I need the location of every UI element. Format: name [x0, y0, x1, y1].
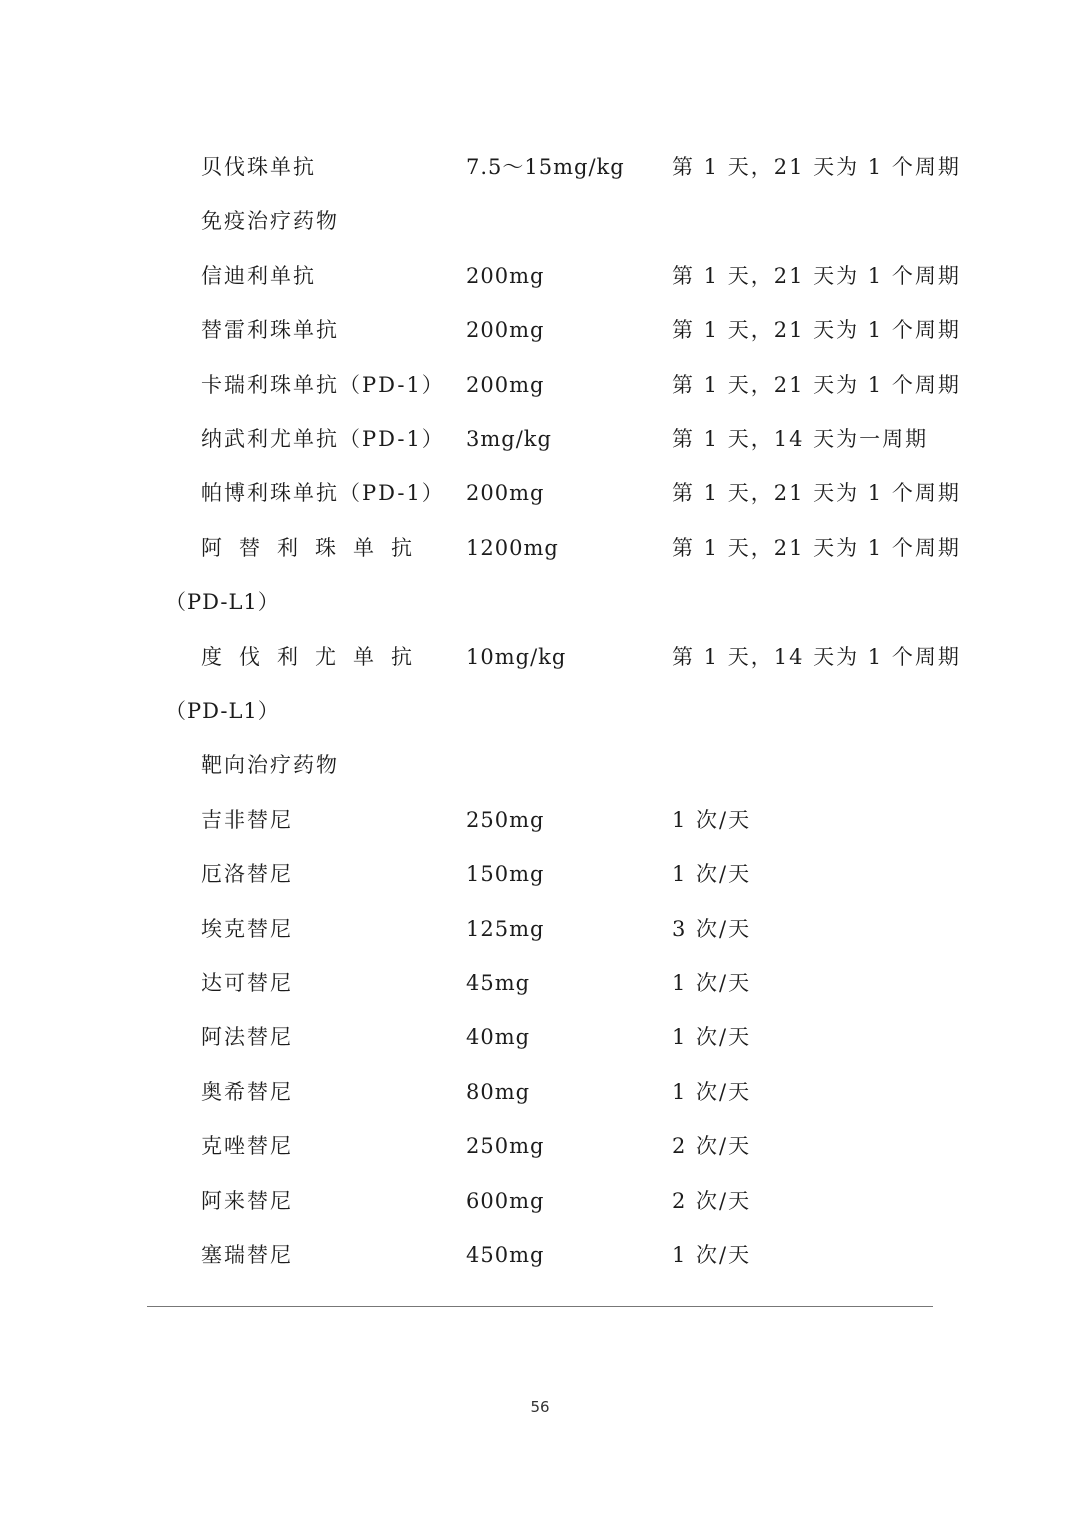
drug-dose: 250mg [466, 1134, 545, 1159]
drug-schedule: 1 次/天 [672, 807, 752, 832]
drug-row [0, 847, 1080, 901]
drug-name: 塞瑞替尼 [201, 1243, 293, 1267]
drug-row [0, 249, 1080, 303]
drug-name: 卡瑞利珠单抗（PD-1） [201, 372, 445, 397]
drug-name-continuation: （PD-L1） [165, 590, 280, 615]
drug-name: 吉非替尼 [201, 807, 293, 832]
drug-dose: 1200mg [466, 535, 559, 560]
drug-row [0, 1174, 1080, 1228]
drug-dose: 250mg [466, 807, 545, 832]
drug-name: 阿法替尼 [201, 1025, 293, 1050]
drug-schedule: 第 1 天，14 天为 1 个周期 [672, 644, 961, 669]
drug-schedule: 第 1 天，21 天为 1 个周期 [672, 372, 961, 397]
page-number: 56 [530, 1398, 550, 1416]
drug-dose: 150mg [466, 862, 545, 887]
drug-row [0, 630, 1080, 684]
drug-row [0, 303, 1080, 357]
drug-dose: 200mg [466, 372, 545, 397]
drug-dose: 450mg [466, 1243, 545, 1267]
drug-name: 替雷利珠单抗 [201, 318, 339, 343]
drug-row [0, 902, 1080, 956]
drug-schedule: 第 1 天，21 天为 1 个周期 [672, 155, 961, 179]
drug-dose: 600mg [466, 1188, 545, 1213]
drug-dose: 200mg [466, 263, 545, 288]
footer-divider [147, 1306, 933, 1307]
drug-name: 达可替尼 [201, 971, 293, 995]
category-heading: 靶向治疗药物 [201, 753, 339, 778]
drug-schedule: 3 次/天 [672, 916, 752, 941]
drug-row [0, 1119, 1080, 1173]
drug-row [0, 358, 1080, 412]
drug-name: 贝伐珠单抗 [201, 155, 316, 179]
drug-schedule: 2 次/天 [672, 1188, 752, 1213]
drug-row [0, 140, 1080, 194]
drug-schedule: 1 次/天 [672, 971, 752, 995]
drug-dose: 7.5～15mg/kg [466, 155, 625, 179]
drug-row [0, 1065, 1080, 1119]
drug-name: 信迪利单抗 [201, 263, 316, 288]
drug-row [0, 1010, 1080, 1064]
drug-row [0, 1228, 1080, 1282]
drug-name-continuation: （PD-L1） [165, 699, 280, 723]
drug-schedule: 第 1 天，21 天为 1 个周期 [672, 263, 961, 288]
drug-name: 阿替利珠单抗 [201, 535, 429, 560]
drug-name: 克唑替尼 [201, 1134, 293, 1159]
drug-dose: 3mg/kg [466, 427, 552, 451]
drug-row [0, 793, 1080, 847]
drug-schedule: 2 次/天 [672, 1134, 752, 1159]
drug-schedule: 1 次/天 [672, 1079, 752, 1104]
drug-name: 奥希替尼 [201, 1079, 293, 1104]
drug-row [0, 956, 1080, 1010]
drug-dose: 80mg [466, 1079, 531, 1104]
category-heading-row [0, 194, 1080, 248]
drug-dose: 45mg [466, 971, 531, 995]
drug-schedule: 第 1 天，21 天为 1 个周期 [672, 481, 961, 506]
category-heading-row [0, 738, 1080, 792]
drug-name: 阿来替尼 [201, 1188, 293, 1213]
drug-dose: 10mg/kg [466, 644, 567, 669]
drug-row [0, 466, 1080, 520]
drug-row [0, 412, 1080, 466]
drug-dose: 125mg [466, 916, 545, 941]
drug-name: 帕博利珠单抗（PD-1） [201, 481, 445, 506]
drug-name: 度伐利尤单抗 [201, 644, 429, 669]
drug-schedule: 第 1 天，21 天为 1 个周期 [672, 535, 961, 560]
drug-schedule: 1 次/天 [672, 862, 752, 887]
drug-name: 纳武利尤单抗（PD-1） [201, 427, 445, 451]
drug-schedule: 1 次/天 [672, 1243, 752, 1267]
drug-row [0, 521, 1080, 575]
category-heading: 免疫治疗药物 [201, 209, 339, 234]
drug-schedule: 第 1 天，14 天为一周期 [672, 427, 929, 451]
drug-name: 厄洛替尼 [201, 862, 293, 887]
drug-name-continuation-row [0, 684, 1080, 738]
drug-name: 埃克替尼 [201, 916, 293, 941]
drug-dose: 200mg [466, 318, 545, 343]
drug-schedule: 第 1 天，21 天为 1 个周期 [672, 318, 961, 343]
drug-schedule: 1 次/天 [672, 1025, 752, 1050]
drug-name-continuation-row [0, 575, 1080, 629]
drug-dose: 200mg [466, 481, 545, 506]
drug-dose: 40mg [466, 1025, 531, 1050]
